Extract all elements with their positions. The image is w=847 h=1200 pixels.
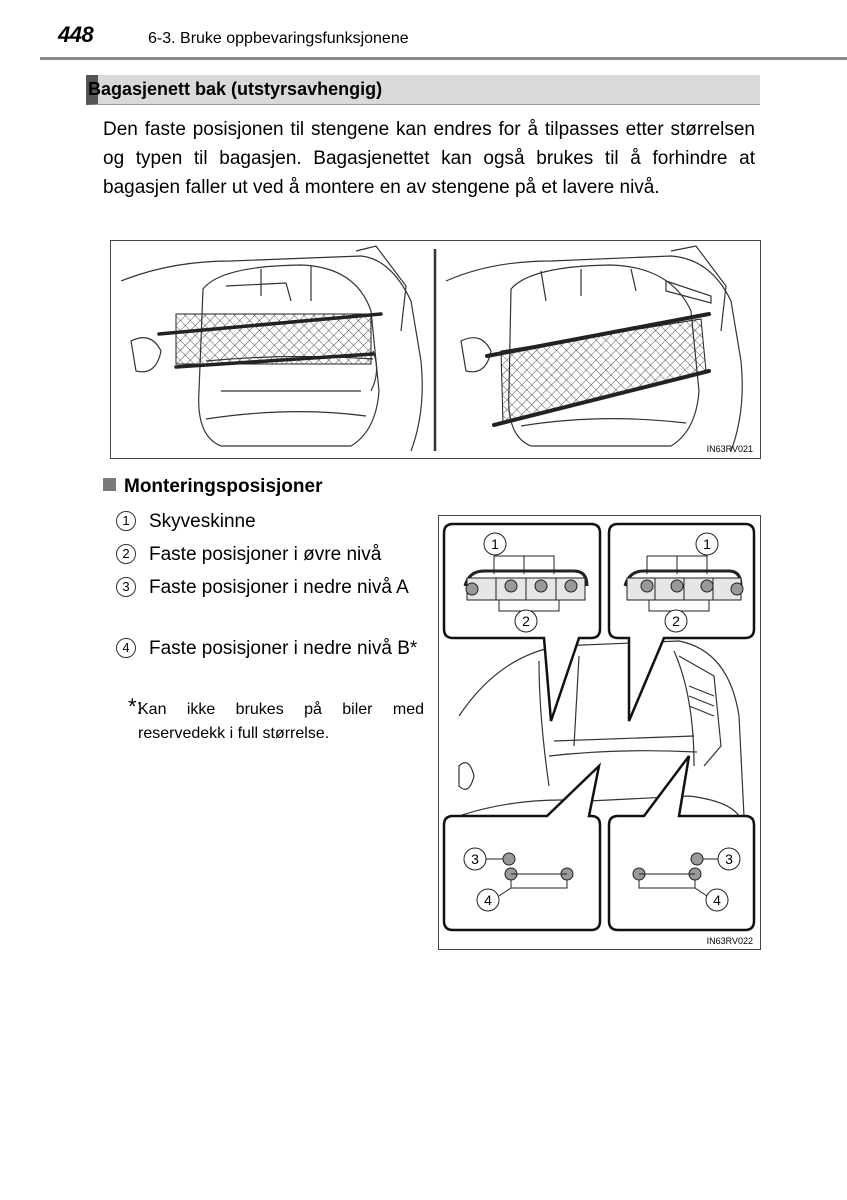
list-item [116, 635, 426, 662]
mounting-positions-diagram [438, 515, 761, 950]
callout-number: 1 [116, 511, 136, 531]
list-item [116, 508, 426, 535]
callout-number: 2 [116, 544, 136, 564]
callout-1-label-right: 1 [703, 536, 711, 552]
section-title: Bagasjenett bak (utstyrsavhengig) [88, 79, 383, 99]
footnote-marker: *: [128, 694, 143, 719]
header-rule [40, 57, 847, 60]
mounting-positions-heading [103, 476, 322, 498]
list-item-text: Faste posisjoner i nedre nivå B* [149, 638, 418, 659]
list-item [116, 541, 426, 568]
callout-2-label-right: 2 [672, 613, 680, 629]
lower-callout-left [444, 766, 600, 930]
mounting-positions-title: Monteringsposisjoner [124, 476, 323, 497]
list-item-text: Faste posisjoner i øvre nivå [149, 544, 382, 565]
callout-3-label-right: 3 [725, 851, 733, 867]
list-item-text: Skyveskinne [149, 511, 256, 532]
callout-number: 3 [116, 577, 136, 597]
figure2-code: IN63RV022 [706, 936, 753, 946]
cargo-net-illustration [110, 240, 761, 459]
intro-paragraph: Den faste posisjonen til stengene kan endres for å tilpasses etter størrelsen og typen til bagasjen. Bagasjenettet kan også brukes til å forhindre at bagasjen faller ut ved å montere en av stengene på et lavere nivå. [103, 119, 755, 198]
list-item-text: Faste posisjoner i nedre nivå A [149, 577, 409, 598]
lower-callout-right [609, 756, 754, 930]
footnote-text: Kan ikke brukes på biler med reservedekk i full størrelse. [138, 701, 424, 742]
callout-4-label: 4 [484, 892, 492, 908]
square-bullet-icon [103, 478, 116, 491]
list-item [116, 574, 426, 601]
chapter-title: 6-3. Bruke oppbevaringsfunksjonene [148, 30, 409, 47]
page-number: 448 [58, 22, 94, 47]
figure1-code: IN63RV021 [706, 444, 753, 454]
mounting-diagram-drawing [439, 516, 760, 949]
cargo-net-drawing [111, 241, 760, 458]
callout-3-label: 3 [471, 851, 479, 867]
callout-2-label: 2 [522, 613, 530, 629]
upper-callout-right [609, 524, 754, 721]
callout-1-label: 1 [491, 536, 499, 552]
callout-number: 4 [116, 638, 136, 658]
callout-4-label-right: 4 [713, 892, 721, 908]
